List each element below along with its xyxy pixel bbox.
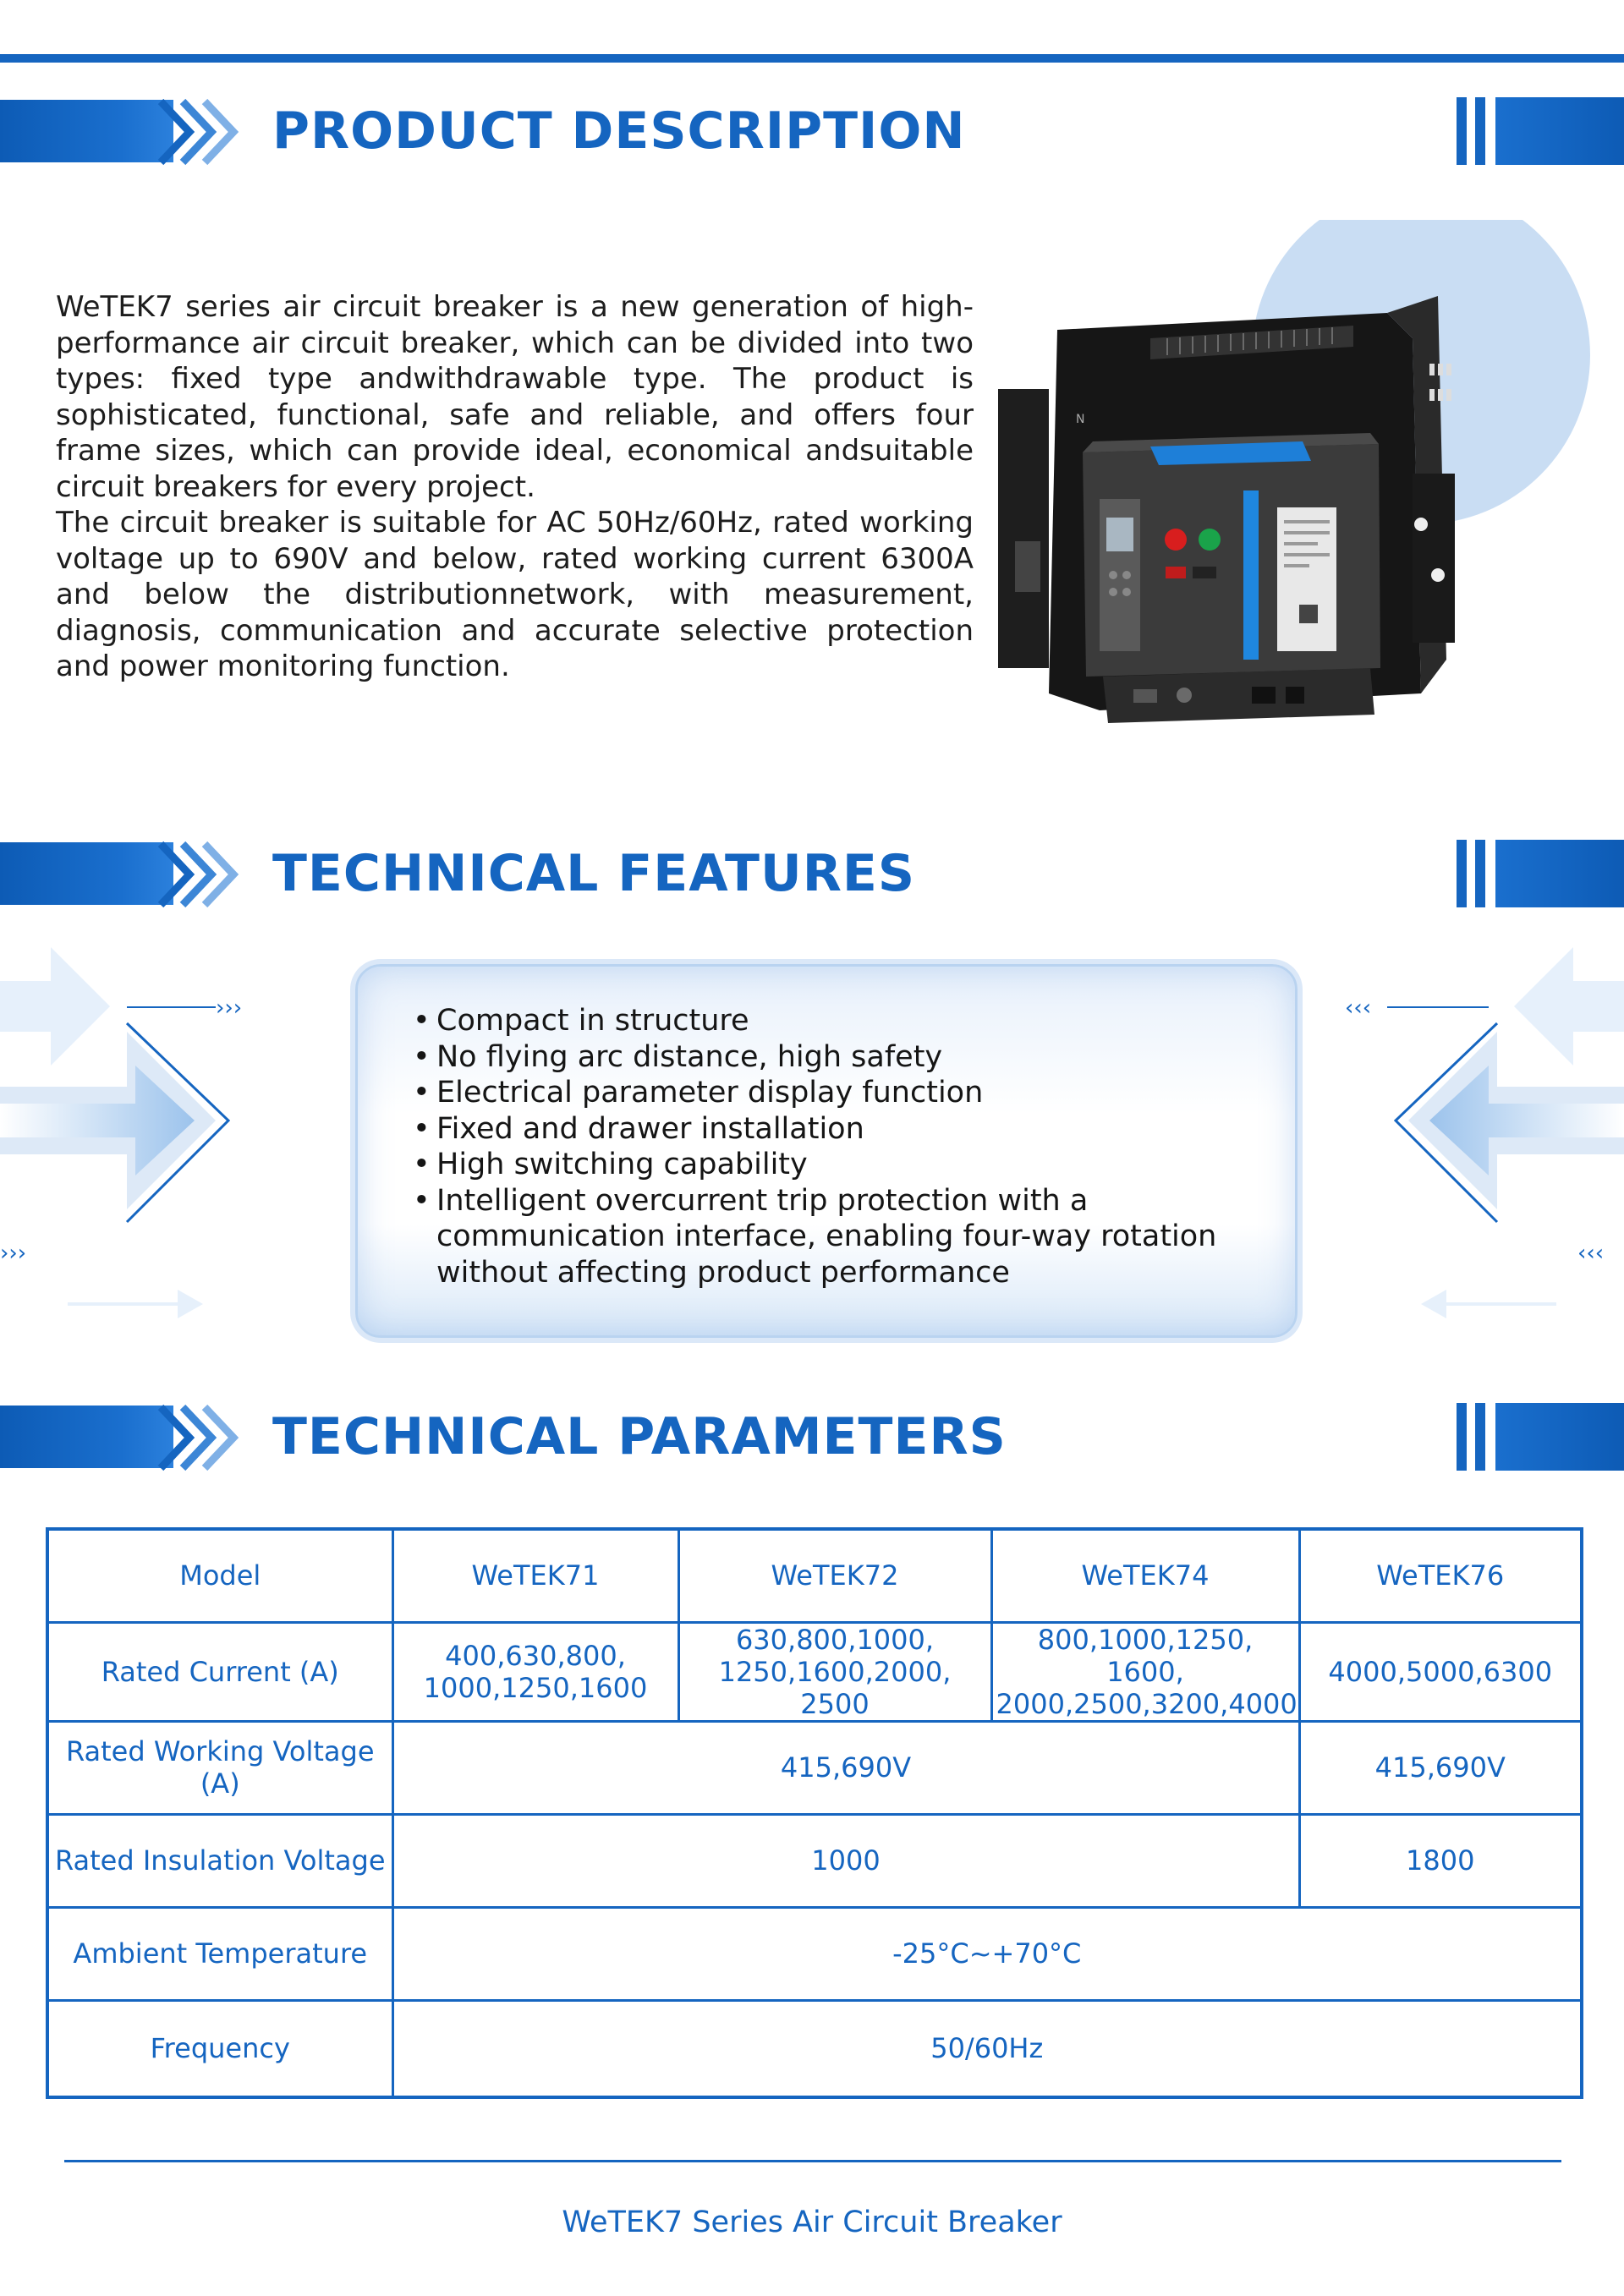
feature-item: • Compact in structure [413,1003,1259,1039]
parameters-table [46,1527,1583,2099]
table-cell: 50/60Hz [392,2000,1582,2097]
section-title-features: TECHNICAL FEATURES [272,844,916,903]
table-row-rated-current [47,1622,1582,1721]
header-cell-wetek72: WeTEK72 [678,1529,991,1622]
panel-letter: N [1076,413,1085,426]
table-row-insulation-voltage [47,1814,1582,1907]
header-cell-wetek76: WeTEK76 [1299,1529,1582,1622]
feature-item: • Intelligent overcurrent trip protection with a communication interface, enabling four-way rotation without affecting product performance [413,1183,1259,1291]
description-paragraph: The circuit breaker is suitable for AC 50Hz/60Hz, rated working voltage up to 690V and below, rated working current 6300A and below the distributionnetwork, with measurement, diagnosis, communication and accurate selective protection and power monitoring function. [56,506,974,683]
table-cell: 415,690V [392,1721,1299,1814]
row-label: Rated Working Voltage (A) [47,1721,392,1814]
section-band-description [0,100,173,162]
table-cell: 4000,5000,6300 [1299,1622,1582,1721]
table-cell: 415,690V [1299,1721,1582,1814]
footer-divider [64,2160,1561,2162]
svg-text:›››: ››› [216,995,243,1021]
header-cell-wetek74: WeTEK74 [991,1529,1299,1622]
svg-text:›››: ››› [0,1241,27,1266]
chevrons-icon [154,839,247,910]
table-row-frequency [47,2000,1582,2097]
svg-text:‹‹‹: ‹‹‹ [1345,995,1372,1021]
feature-item: • High switching capability [413,1147,1259,1183]
table-cell: 400,630,800, 1000,1250,1600 [392,1622,678,1721]
row-label: Rated Insulation Voltage [47,1814,392,1907]
header-cell-model: Model [47,1529,392,1622]
table-cell: 1000 [392,1814,1299,1907]
section-band-parameters [0,1406,173,1468]
table-header-row [47,1529,1582,1622]
bars-icon [1457,97,1624,165]
footer-caption: WeTEK7 Series Air Circuit Breaker [562,2206,1062,2239]
row-label: Frequency [47,2000,392,2097]
row-label: Rated Current (A) [47,1622,392,1721]
section-title-description: PRODUCT DESCRIPTION [272,101,966,161]
bars-icon [1457,1403,1624,1471]
features-list [413,1003,1259,1290]
header-cell-wetek71: WeTEK71 [392,1529,678,1622]
feature-item: • No flying arc distance, high safety [413,1039,1259,1076]
table-cell: -25°C~+70°C [392,1907,1582,2000]
table-cell: 1800 [1299,1814,1582,1907]
top-divider [0,54,1624,63]
arrow-right-decoration-icon [0,930,304,1319]
chevrons-icon [154,1402,247,1473]
table-row-ambient-temperature [47,1907,1582,2000]
svg-text:‹‹‹: ‹‹‹ [1577,1241,1605,1266]
description-paragraph: WeTEK7 series air circuit breaker is a new generation of high-performance air circuit breaker, which can be divided into two types: fixed type andwithdrawable type. The product is sophisticated, functional, safe and reliable, and offers four frame sizes, which can provide ideal, economical andsuitable circuit breakers for every project. [56,290,974,504]
table-cell: 800,1000,1250, 1600, 2000,2500,3200,4000 [991,1622,1299,1721]
chevrons-icon [154,96,247,167]
circuit-breaker-illustration [998,220,1607,795]
feature-item: • Electrical parameter display function [413,1075,1259,1111]
table-cell: 630,800,1000, 1250,1600,2000, 2500 [678,1622,991,1721]
bars-icon [1457,840,1624,907]
section-band-features [0,842,173,905]
arrow-left-decoration-icon [1320,930,1624,1319]
table-row-working-voltage [47,1721,1582,1814]
product-description [56,289,974,685]
section-title-parameters: TECHNICAL PARAMETERS [272,1407,1007,1466]
feature-item: • Fixed and drawer installation [413,1111,1259,1148]
row-label: Ambient Temperature [47,1907,392,2000]
